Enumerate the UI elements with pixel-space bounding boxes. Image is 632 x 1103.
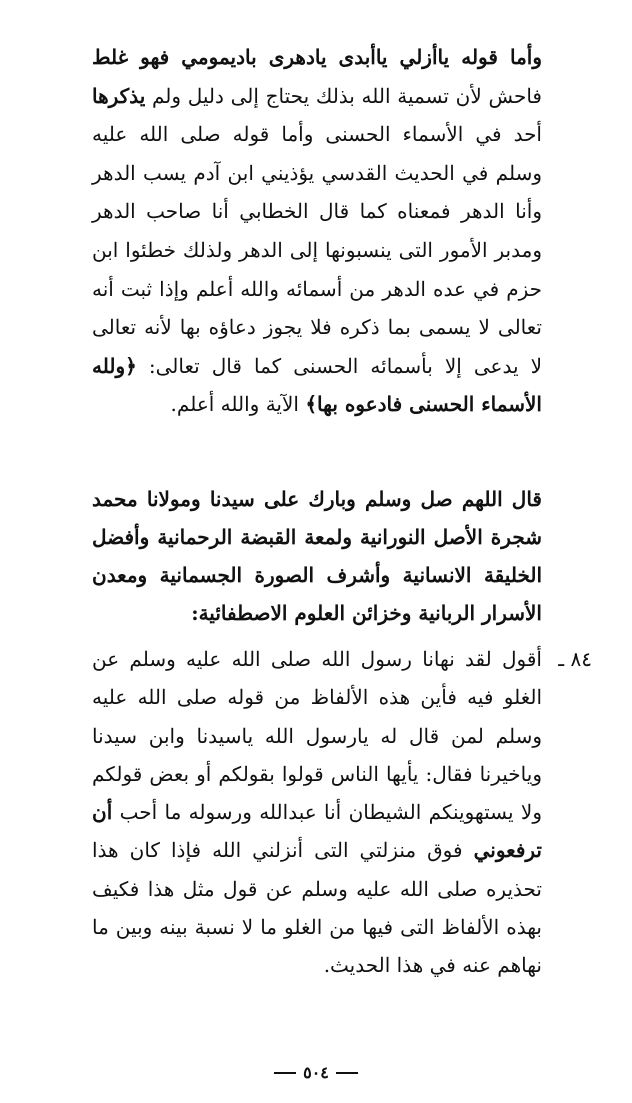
page-number: ٥٠٤: [303, 1063, 329, 1082]
page-number-folio: [0, 1062, 632, 1082]
paragraph-text: فاحش لأن تسمية الله بذلك يحتاج إلى دليل ولم: [145, 83, 542, 108]
folio-left-rule: [274, 1072, 296, 1074]
paragraph-text: أقول لقد نهانا رسول الله صلى الله عليه وسلم عن الغلو فيه فأين هذه الألفاظ من قوله صلى الله عليه وسلم لمن قال له يارسول الله ياسيدنا وابن سيدنا وياخيرنا فقال: يأيها الناس قولوا بقولكم أو بعض قولكم ولا يستهوينكم الشيطان أنا عبدالله ورسوله ما أحب: [92, 647, 542, 825]
paragraph-text: أحد في الأسماء الحسنى وأما قوله صلى الله عليه وسلم في الحديث القدسي يؤذيني ابن آدم يسب الدهر وأنا الدهر فمعناه كما قال الخطابي أنا صاحب الدهر ومدبر الأمور التى ينسبونها إلى الدهر ولذلك خطئوا ابن حزم في عده الدهر من أسمائه والله أعلم وإذا ثبت أنه تعالى لا يسمى بما ذكره فلا يجوز دعاؤه بها لأنه تعالى لا يدعى إلا بأسمائه الحسنى كما قال تعالى:: [92, 122, 542, 378]
folio-right-rule: [336, 1072, 358, 1074]
item-84-text: [92, 640, 542, 985]
quoted-salawat-paragraph: قال اللهم صل وسلم وبارك على سيدنا ومولانا محمد شجرة الأصل النورانية ولمعة القبضة الرحمانية وأفضل الخليقة الانسانية وأشرف الصورة الجسمانية ومعدن الأسرار الربانية وخزائن العلوم الاصطفائية:: [92, 487, 542, 625]
item-number: ٨٤ ـ: [558, 647, 592, 671]
paragraph-text: الآية والله أعلم.: [170, 392, 306, 417]
paragraph-azali-abadi: [92, 38, 542, 424]
paragraph-bold-phrase: أن ترفعوني: [92, 800, 542, 863]
quran-verse: ﴿ولله الأسماء الحسنى فادعوه بها﴾: [92, 353, 542, 417]
paragraph-bold-word: يذكرها: [92, 83, 146, 108]
paragraph-text: فوق منزلتي التى أنزلني الله فإذا كان هذا تحذيره صلى الله عليه وسلم عن قول مثل هذا فكيف بهذه الألفاظ التى فيها من الغلو ما لا نسبة بينه وبين ما نهاهم عنه في هذا الحديث.: [92, 838, 542, 978]
paragraph-lead-bold: وأما قوله ياأزلي ياأبدى يادهرى باديمومي فهو غلط: [92, 45, 542, 69]
